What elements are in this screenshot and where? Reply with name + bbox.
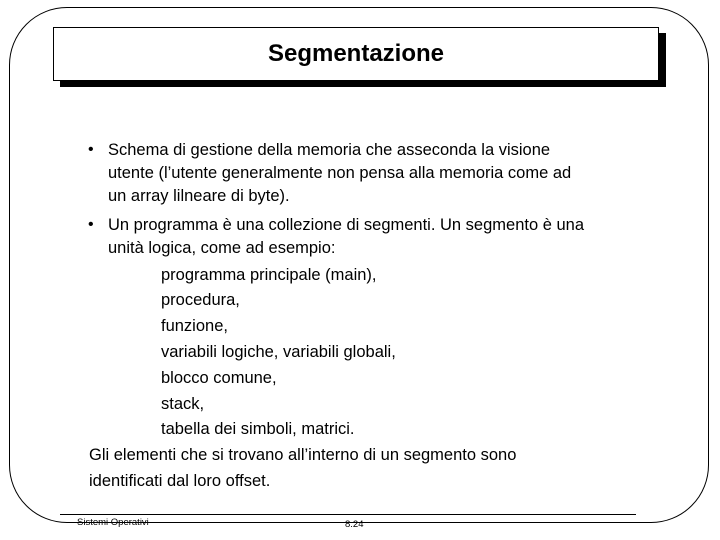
example-item: tabella dei simboli, matrici. [161, 420, 355, 438]
slide-title: Segmentazione [267, 40, 445, 67]
bullet-marker-1: • [88, 141, 94, 158]
bullet-1-line-3: un array lilneare di byte). [108, 187, 290, 205]
bullet-1-line-2: utente (l’utente generalmente non pensa alla memoria come ad [108, 164, 572, 182]
example-item: blocco comune, [161, 369, 277, 387]
closing-line-2: identificati dal loro offset. [89, 472, 271, 490]
example-item: programma principale (main), [161, 266, 377, 284]
footer-divider [60, 514, 636, 515]
example-item: procedura, [161, 291, 240, 309]
footer-course-name: Sistemi Operativi [77, 517, 149, 528]
closing-line-1: Gli elementi che si trovano all’interno di un segmento sono [89, 446, 517, 464]
example-item: variabili logiche, variabili globali, [161, 343, 396, 361]
bullet-marker-2: • [88, 216, 94, 233]
example-item: funzione, [161, 317, 228, 335]
bullet-1-line-1: Schema di gestione della memoria che asseconda la visione [108, 141, 551, 159]
bullet-2-line-2: unità logica, come ad esempio: [108, 239, 336, 257]
bullet-2-line-1: Un programma è una collezione di segmenti. Un segmento è una [108, 216, 585, 234]
title-box [53, 27, 659, 81]
example-item: stack, [161, 395, 205, 413]
footer-page-number: 8.24 [345, 519, 364, 530]
